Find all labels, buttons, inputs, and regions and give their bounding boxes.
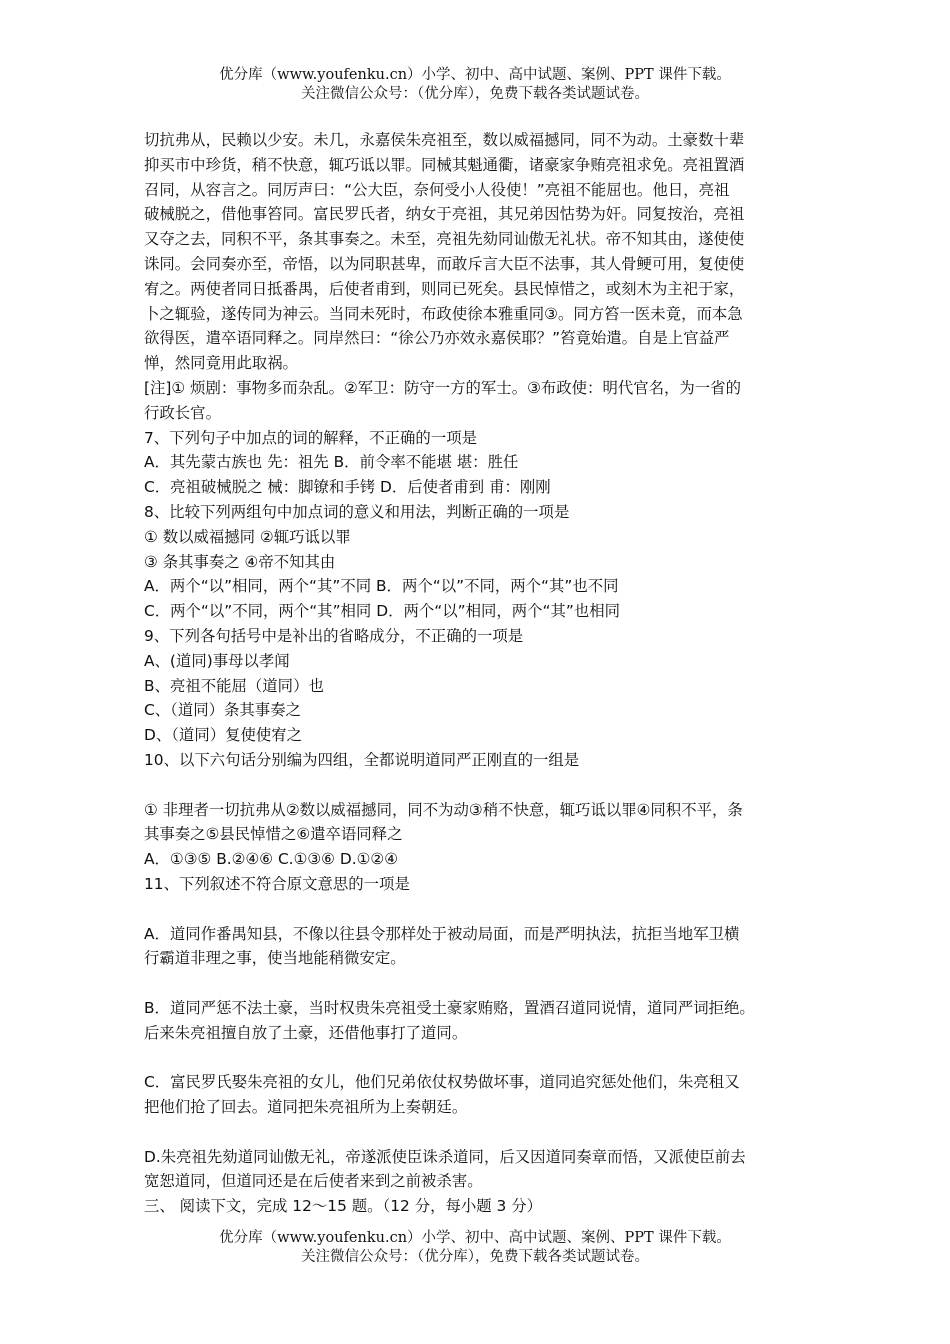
notes	[144, 376, 820, 426]
question-9	[144, 624, 820, 748]
note-line: 行政长官。	[144, 403, 221, 422]
option-a-line: A．道同作番禺知县，不像以往县令那样处于被动局面，而是严明执法，抗拒当地军卫横	[144, 924, 740, 943]
option-c-line: C．富民罗氏娶朱亮祖的女儿，他们兄弟依仗权势做坏事，道同追究惩处他们，朱亮租又	[144, 1073, 740, 1092]
option-d: D、（道同）复使使宥之	[144, 726, 303, 745]
option-a-line: 行霸道非理之事，使当地能稍微安定。	[144, 949, 406, 968]
question-8	[144, 500, 820, 624]
options-row: A．其先蒙古族也 先：祖先 B．前令率不能堪 堪：胜任	[144, 453, 519, 472]
options-row: A．①③⑤ B.②④⑥ C.①③⑥ D.①②④	[144, 850, 398, 869]
question-11	[144, 872, 820, 1194]
page-header	[0, 66, 950, 104]
sentence-group: ① 数以威福撼同 ②辄巧诋以罪	[144, 527, 351, 546]
spacer	[144, 1045, 820, 1070]
page-footer	[0, 1229, 950, 1267]
question-stem: 7、下列句子中加点的词的解释，不正确的一项是	[144, 428, 477, 447]
passage-line: 诛同。会同奏亦至，帝悟，以为同职甚卑，而敢斥言大臣不法事，其人骨鲠可用，复使使	[144, 254, 745, 273]
spacer	[144, 897, 820, 922]
option-c: C、（道同）条其事奏之	[144, 701, 301, 720]
header-line-2: 关注微信公众号：（优分库），免费下载各类试题试卷。	[301, 86, 649, 102]
question-10	[144, 748, 820, 872]
question-stem: 11、下列叙述不符合原文意思的一项是	[144, 874, 410, 893]
passage-line: 宥之。两使者同日抵番禺，后使者甫到，则同已死矣。县民悼惜之，或刻木为主祀于家，	[144, 279, 745, 298]
question-7	[144, 426, 820, 500]
items-line: 其事奏之⑤县民悼惜之⑥遣卒语同释之	[144, 825, 403, 844]
option-b-line: 后来朱亮祖擅自放了土豪，还借他事打了道同。	[144, 1023, 468, 1042]
items-line: ① 非理者一切抗弗从②数以威福撼同，同不为动③稍不快意，辄巧诋以罪④同积不平，条	[144, 800, 743, 819]
question-stem: 8、比较下列两组句中加点词的意义和用法，判断正确的一项是	[144, 502, 570, 521]
question-stem: 10、以下六句话分别编为四组，全都说明道同严正刚直的一组是	[144, 750, 580, 769]
options-row: C．亮祖破械脱之 械：脚镣和手铐 D．后使者甫到 甫：刚刚	[144, 478, 551, 497]
section-3-heading: 三、 阅读下文，完成 12～15 题。（12 分，每小题 3 分）	[144, 1197, 543, 1216]
spacer	[144, 971, 820, 996]
passage-line: 卜之辄验，遂传同为神云。当同未死时，布政使徐本雅重同③。同方笞一医未竟，而本急	[144, 304, 743, 323]
passage-line: 召同，从容言之。同厉声曰：“公大臣，奈何受小人役使！”亮祖不能屈也。他日，亮祖	[144, 180, 730, 199]
header-line-1: 优分库（www.youfenku.cn）小学、初中、高中试题、案例、PPT 课件下载。	[219, 67, 731, 83]
option-b: B、亮祖不能屈（道同）也	[144, 676, 324, 695]
option-c-line: 把他们抢了回去。道同把朱亮祖所为上奏朝廷。	[144, 1098, 468, 1117]
question-stem: 9、下列各句括号中是补出的省略成分，不正确的一项是	[144, 626, 524, 645]
spacer	[144, 1120, 820, 1145]
note-line: [注]① 烦剧：事物多而杂乱。②军卫：防守一方的军士。③布政使：明代官名，为一省的	[144, 378, 741, 397]
document-body	[144, 128, 820, 1219]
option-d-line: 宽恕道同，但道同还是在后使者来到之前被杀害。	[144, 1172, 483, 1191]
spacer	[144, 773, 820, 798]
passage-line: 欲得医，遣卒语同释之。同岸然曰：“徐公乃亦效永嘉侯耶？”笞竟始遣。自是上官益严	[144, 329, 730, 348]
options-row: C．两个“以”不同，两个“其”相同 D．两个“以”相同，两个“其”也相同	[144, 602, 621, 621]
option-a: A、(道同)事母以孝闻	[144, 651, 290, 670]
passage-line: 切抗弗从，民赖以少安。未几，永嘉侯朱亮祖至，数以威福撼同，同不为动。土豪数十辈	[144, 131, 745, 149]
option-d-line: D.朱亮祖先劾道同讪傲无礼，帝遂派使臣诛杀道同，后又因道同奏章而悟，又派使臣前去	[144, 1147, 746, 1166]
passage	[144, 128, 820, 376]
passage-line: 惮，然同竟用此取祸。	[144, 354, 298, 373]
footer-line-2: 关注微信公众号：（优分库），免费下载各类试题试卷。	[301, 1249, 649, 1265]
passage-line: 抑买市中珍货，稍不快意，辄巧诋以罪。同械其魁通衢，诸豪家争贿亮祖求免。亮祖置酒	[144, 155, 745, 174]
passage-line: 又夺之去，同积不平，条其事奏之。未至，亮祖先劾同讪傲无礼状。帝不知其由，遂使使	[144, 230, 745, 249]
sentence-group: ③ 条其事奏之 ④帝不知其由	[144, 552, 336, 571]
option-b-line: B．道同严惩不法土豪，当时权贵朱亮祖受土豪家贿赂，置酒召道同说情，道同严词拒绝。	[144, 998, 755, 1017]
options-row: A．两个“以”相同，两个“其”不同 B．两个“以”不同，两个“其”也不同	[144, 577, 619, 596]
passage-line: 破械脱之，借他事笞同。富民罗氏者，纳女于亮祖，其兄弟因怙势为奸。同复按治，亮祖	[144, 205, 745, 224]
footer-line-1: 优分库（www.youfenku.cn）小学、初中、高中试题、案例、PPT 课件下载。	[219, 1230, 731, 1246]
